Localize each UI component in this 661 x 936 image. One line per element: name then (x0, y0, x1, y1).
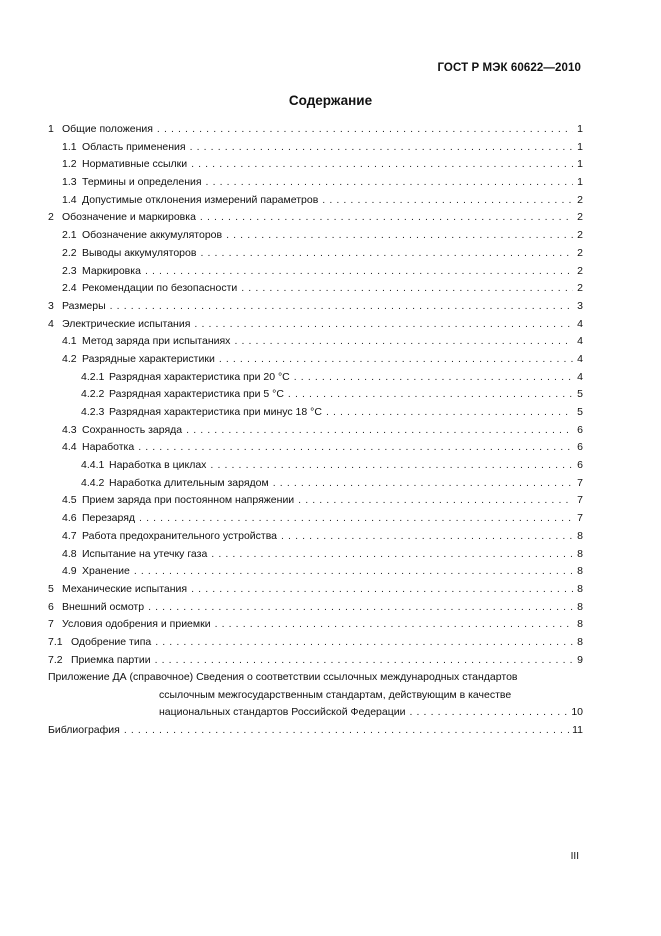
toc-page: 2 (577, 282, 583, 295)
toc-entry[interactable] (48, 316, 583, 334)
toc-entry[interactable] (48, 386, 583, 404)
toc-leader (110, 298, 573, 316)
toc-number: 2.2 (62, 246, 77, 259)
toc-title: Внешний осмотр (62, 600, 145, 613)
toc-number: 2.1 (62, 229, 77, 242)
toc-page: 1 (577, 123, 583, 135)
toc-number: 4.8 (62, 547, 77, 560)
toc-entry[interactable] (48, 351, 583, 369)
toc-title: Разрядная характеристика при минус 18 °C (109, 406, 322, 418)
toc-title: Сохранность заряда (82, 423, 183, 436)
toc-entry[interactable] (48, 263, 583, 281)
toc-number: 1.4 (62, 193, 77, 206)
toc-leader (134, 563, 573, 581)
toc-title: Нормативные ссылки (82, 158, 188, 171)
toc-title: Наработка в циклах (109, 459, 207, 472)
toc-number: 4.2.3 (81, 406, 105, 418)
toc-bibliography-entry[interactable] (48, 722, 583, 740)
toc-number: 2 (48, 211, 54, 224)
toc-entry[interactable] (48, 599, 583, 617)
toc-leader (200, 245, 573, 263)
toc-number: 2.3 (62, 264, 77, 277)
toc-entry[interactable] (48, 369, 583, 387)
bibliography-page: 11 (572, 723, 583, 736)
toc-page: 2 (577, 246, 583, 259)
toc-page: 5 (577, 388, 583, 401)
toc-page: 1 (577, 176, 583, 189)
toc-title: Перезаряд (82, 512, 136, 525)
toc-leader (288, 386, 573, 404)
appendix-title-line-1: Приложение ДА (справочное) Сведения о соответствии ссылочных международных стандартов (48, 671, 518, 684)
toc-entry[interactable] (48, 174, 583, 192)
toc-entry[interactable] (48, 156, 583, 174)
toc-entry[interactable] (48, 422, 583, 440)
toc-leader (273, 475, 573, 493)
toc-leader (226, 227, 573, 245)
toc-number: 1 (48, 123, 54, 135)
toc-entry[interactable] (48, 439, 583, 457)
toc-entry[interactable] (48, 209, 583, 227)
toc-entry[interactable] (48, 528, 583, 546)
toc-leader (241, 280, 573, 298)
toc-leader (191, 156, 573, 174)
toc-title: Испытание на утечку газа (82, 547, 208, 560)
toc-number: 4.9 (62, 565, 77, 578)
toc-title: Разрядная характеристика при 5 °C (109, 388, 284, 401)
toc-title: Наработка длительным зарядом (109, 476, 269, 489)
toc-entry[interactable] (48, 404, 583, 422)
toc-title: Одобрение типа (71, 635, 152, 648)
toc-leader (194, 316, 573, 334)
toc-leader (409, 704, 568, 721)
toc-page: 8 (577, 600, 583, 613)
toc-page: 1 (577, 158, 583, 171)
toc-title: Механические испытания (62, 582, 188, 595)
toc-leader (210, 457, 573, 475)
toc-page: 2 (577, 193, 583, 206)
toc-entry[interactable] (48, 280, 583, 298)
toc-entry[interactable] (48, 227, 583, 245)
toc-title: Выводы аккумуляторов (82, 246, 197, 259)
toc-page: 1 (577, 140, 583, 153)
toc-entry[interactable] (48, 510, 583, 528)
toc-entry[interactable] (48, 457, 583, 475)
toc-title: Разрядные характеристики (82, 352, 215, 365)
toc-number: 4.2.2 (81, 388, 105, 401)
toc-title: Хранение (82, 565, 130, 578)
toc-number: 1.3 (62, 176, 77, 189)
toc-title: Работа предохранительного устройства (82, 529, 278, 542)
toc-leader (206, 174, 573, 192)
toc-number: 1.1 (62, 140, 77, 153)
toc-entry[interactable] (48, 121, 583, 139)
toc-entry[interactable] (48, 192, 583, 210)
toc-appendix-entry[interactable] (48, 669, 583, 721)
toc-leader (148, 599, 573, 617)
toc-page: 8 (577, 529, 583, 542)
appendix-page: 10 (571, 706, 583, 719)
toc-entry[interactable] (48, 298, 583, 316)
toc-page: 7 (577, 512, 583, 525)
toc-number: 4.4.1 (81, 459, 105, 472)
toc-title: Обозначение аккумуляторов (82, 229, 223, 242)
toc-leader (281, 528, 573, 546)
toc-title: Разрядная характеристика при 20 °C (109, 370, 290, 383)
toc-page: 8 (577, 635, 583, 648)
toc-number: 3 (48, 299, 54, 312)
toc-page: 4 (577, 352, 583, 365)
toc-leader (191, 581, 573, 599)
toc-page: 8 (577, 582, 583, 595)
toc-page: 6 (577, 459, 583, 472)
toc-leader (157, 121, 573, 139)
toc-number: 4.3 (62, 423, 77, 436)
toc-title: Термины и определения (82, 176, 202, 189)
toc-entry[interactable] (48, 492, 583, 510)
toc-leader (215, 616, 573, 634)
bibliography-title: Библиография (48, 723, 120, 736)
toc-number: 5 (48, 582, 54, 595)
toc-number: 4.4 (62, 441, 77, 454)
toc-number: 6 (48, 600, 54, 613)
toc-number: 4.7 (62, 529, 77, 542)
page-number: III (570, 851, 579, 862)
toc-number: 4.2 (62, 352, 77, 365)
toc-title: Прием заряда при постоянном напряжении (82, 494, 295, 507)
toc-title: Маркировка (82, 264, 141, 277)
toc-leader (190, 139, 573, 157)
toc-leader (219, 351, 573, 369)
toc-leader (211, 546, 573, 564)
toc-page: 6 (577, 441, 583, 454)
toc-entry[interactable] (48, 333, 583, 351)
toc-leader (155, 634, 573, 652)
toc-page: 4 (577, 370, 583, 383)
toc-title: Метод заряда при испытаниях (82, 335, 231, 348)
toc-page: 3 (577, 299, 583, 312)
toc-entry[interactable] (48, 634, 583, 652)
toc-title: Электрические испытания (62, 317, 191, 330)
toc-number: 4.4.2 (81, 476, 105, 489)
toc-entry[interactable] (48, 245, 583, 263)
toc-title: Область применения (82, 140, 186, 153)
toc-page: 6 (577, 423, 583, 436)
appendix-title-line-2: ссылочным межгосударственным стандартам, действующим в качестве (159, 688, 512, 701)
toc-number: 4.1 (62, 335, 77, 348)
toc-leader (138, 439, 573, 457)
toc-page: 2 (577, 229, 583, 242)
toc-leader (234, 333, 573, 351)
toc-title: Рекомендации по безопасности (82, 282, 238, 295)
toc-entry[interactable] (48, 139, 583, 157)
toc-title: Допустимые отклонения измерений параметров (82, 193, 319, 206)
toc-page: 8 (577, 565, 583, 578)
toc-page: 2 (577, 211, 583, 224)
toc-leader (326, 404, 573, 422)
toc-leader (294, 369, 573, 387)
toc-title: Обозначение и маркировка (62, 211, 196, 224)
appendix-title-line-3: национальных стандартов Российской Федерации (159, 706, 406, 719)
toc-number: 4.6 (62, 512, 77, 525)
toc-leader (298, 492, 573, 510)
toc-entry[interactable] (48, 475, 583, 493)
toc-leader (155, 652, 573, 670)
toc-number: 7.1 (48, 635, 63, 648)
toc-number: 1.2 (62, 158, 77, 171)
toc-number: 4.2.1 (81, 370, 105, 383)
toc-title: Условия одобрения и приемки (62, 618, 211, 631)
toc-leader (124, 722, 569, 740)
toc-title: Наработка (82, 441, 135, 454)
toc-entry[interactable] (48, 581, 583, 599)
toc-page: 7 (577, 494, 583, 507)
toc-page: 4 (577, 335, 583, 348)
toc-leader (145, 263, 573, 281)
toc-page: 4 (577, 317, 583, 330)
toc-number: 7.2 (48, 653, 63, 666)
toc-leader (186, 422, 573, 440)
toc-number: 2.4 (62, 282, 77, 295)
toc-page: 7 (577, 476, 583, 489)
toc-entry[interactable] (48, 563, 583, 581)
page-title: Содержание (288, 93, 373, 108)
table-of-contents (48, 121, 583, 739)
toc-page: 5 (577, 406, 583, 418)
toc-page: 8 (577, 618, 583, 631)
toc-number: 7 (48, 618, 54, 631)
toc-entry[interactable] (48, 546, 583, 564)
toc-leader (200, 209, 573, 227)
toc-title: Приемка партии (71, 653, 151, 666)
toc-title: Размеры (62, 299, 106, 312)
toc-page: 8 (577, 547, 583, 560)
toc-number: 4 (48, 317, 54, 330)
toc-title: Общие положения (62, 123, 153, 135)
toc-page: 9 (577, 653, 583, 666)
toc-number: 4.5 (62, 494, 77, 507)
toc-leader (322, 192, 573, 210)
toc-page: 2 (577, 264, 583, 277)
toc-leader (139, 510, 573, 528)
document-standard-header: ГОСТ Р МЭК 60622—2010 (437, 62, 581, 74)
toc-entry[interactable] (48, 616, 583, 634)
toc-entry[interactable] (48, 652, 583, 670)
